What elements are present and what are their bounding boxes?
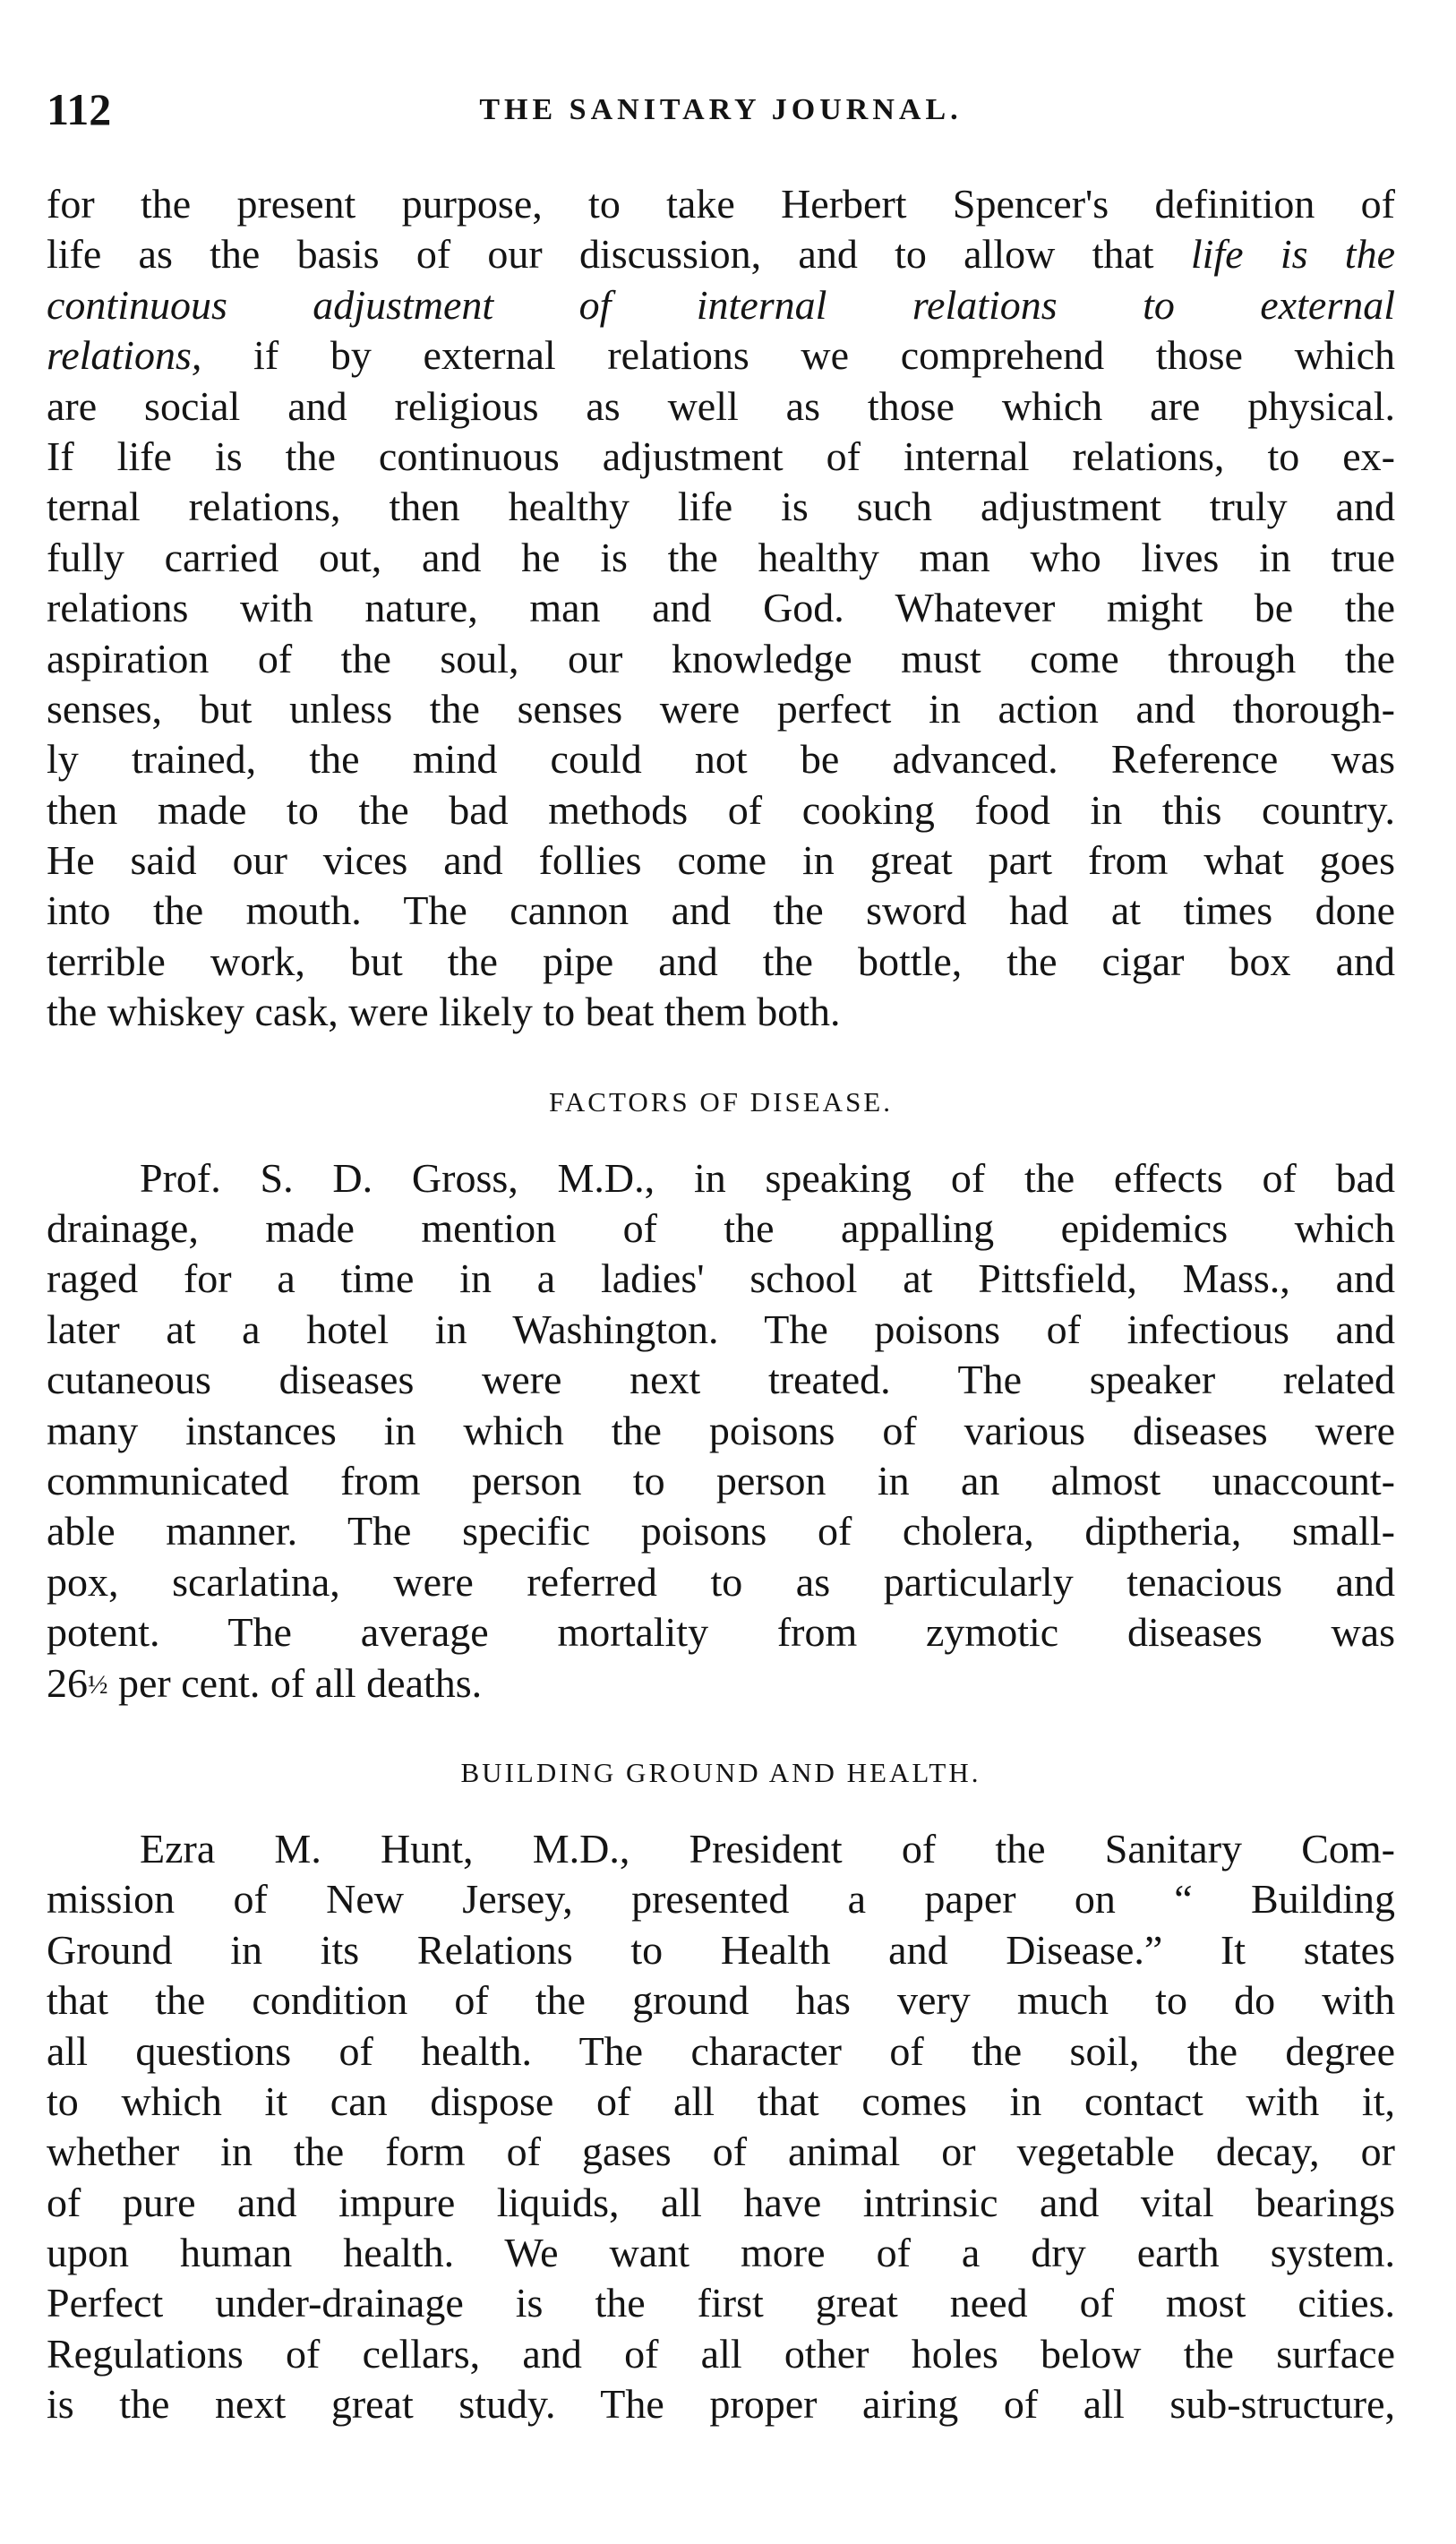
text-line: cutaneous diseases were next treated. The speaker related xyxy=(47,1357,1395,1403)
section-heading-factors-of-disease: FACTORS OF DISEASE. xyxy=(548,1085,893,1118)
text-line: then made to the bad methods of cooking food in this country. xyxy=(47,786,1395,833)
text-line: senses, but unless the senses were perfect in action and thorough- xyxy=(47,685,1395,732)
text-line: Perfect under-drainage is the first great need of most cities. xyxy=(47,2280,1395,2326)
text-line: to which it can dispose of all that comes in contact with it, xyxy=(47,2077,1395,2124)
text-line: Ezra M. Hunt, M.D., President of the Sanitary Com- xyxy=(140,1825,1395,1872)
text-line: Regulations of cellars, and of all other holes below the surface xyxy=(47,2330,1395,2377)
text-line: able manner. The specific poisons of cholera, diptheria, small- xyxy=(47,1508,1395,1555)
text-line: of pure and impure liquids, all have intrinsic and vital bearings xyxy=(47,2179,1395,2225)
text-run: 26 xyxy=(47,1659,88,1706)
text-line xyxy=(47,1658,1395,1709)
text-line: drainage, made mention of the appalling epidemics which xyxy=(47,1205,1395,1252)
text-line: that the condition of the ground has very much to do with xyxy=(47,1977,1395,2024)
text-line: relations with nature, man and God. Whatever might be the xyxy=(47,585,1395,631)
intro-paragraph xyxy=(47,179,1395,1038)
text-line: whether in the form of gases of animal or vegetable decay, or xyxy=(47,2129,1395,2175)
article-body xyxy=(47,179,1395,2430)
journal-title: THE SANITARY JOURNAL. xyxy=(479,93,963,126)
text-line: into the mouth. The cannon and the sword had at times done xyxy=(47,887,1395,934)
text-line xyxy=(47,330,1395,381)
text-line: terrible work, but the pipe and the bottle, the cigar box and xyxy=(47,938,1395,984)
text-line: ly trained, the mind could not be advanced. Reference was xyxy=(47,736,1395,783)
text-line: potent. The average mortality from zymotic diseases was xyxy=(47,1609,1395,1656)
text-line: Prof. S. D. Gross, M.D., in speaking of the effects of bad xyxy=(140,1154,1395,1201)
page-number: 112 xyxy=(47,84,112,134)
text-line: pox, scarlatina, were referred to as particularly tenacious and xyxy=(47,1558,1395,1605)
running-head xyxy=(47,82,1395,136)
text-line: fully carried out, and he is the healthy man who lives in true xyxy=(47,534,1395,580)
text-line: the whiskey cask, were likely to beat them both. xyxy=(47,989,841,1035)
text-line: If life is the continuous adjustment of internal relations, to ex- xyxy=(47,433,1395,479)
italic-text-run: relations, xyxy=(47,332,202,379)
section-heading-building-ground: BUILDING GROUND AND HEALTH. xyxy=(460,1756,981,1788)
building-ground-paragraph xyxy=(47,1824,1395,2430)
text-run: if by external relations we comprehend those which xyxy=(201,332,1395,379)
text-line: for the present purpose, to take Herbert Spencer's definition of xyxy=(47,181,1395,227)
text-line: raged for a time in a ladies' school at Pittsfield, Mass., and xyxy=(47,1255,1395,1302)
text-run: life as the basis of our discussion, and to allow that xyxy=(47,231,1191,278)
text-line: aspiration of the soul, our knowledge must come through the xyxy=(47,635,1395,681)
factors-of-disease-paragraph xyxy=(47,1153,1395,1709)
text-line: later at a hotel in Washington. The poisons of infectious and xyxy=(47,1306,1395,1352)
text-line: is the next great study. The proper airing of all sub-structure, xyxy=(47,2381,1395,2428)
text-line: ternal relations, then healthy life is such adjustment truly and xyxy=(47,484,1395,530)
text-run: per cent. of all deaths. xyxy=(107,1659,483,1706)
text-line: many instances in which the poisons of various diseases were xyxy=(47,1407,1395,1453)
text-line: continuous adjustment of internal relations to external xyxy=(47,281,1395,328)
text-line xyxy=(47,229,1395,279)
text-line: are social and religious as well as those which are physical. xyxy=(47,382,1395,429)
italic-text-run: life is the xyxy=(1190,231,1395,278)
fraction-text: ½ xyxy=(88,1669,108,1700)
text-line: upon human health. We want more of a dry earth system. xyxy=(47,2230,1395,2276)
text-line: Ground in its Relations to Health and Disease.” It states xyxy=(47,1926,1395,1973)
text-line: mission of New Jersey, presented a paper on “ Building xyxy=(47,1876,1395,1923)
text-line: communicated from person to person in an almost unaccount- xyxy=(47,1457,1395,1503)
text-line: He said our vices and follies come in great part from what goes xyxy=(47,837,1395,884)
text-line: all questions of health. The character of the soil, the degree xyxy=(47,2027,1395,2074)
